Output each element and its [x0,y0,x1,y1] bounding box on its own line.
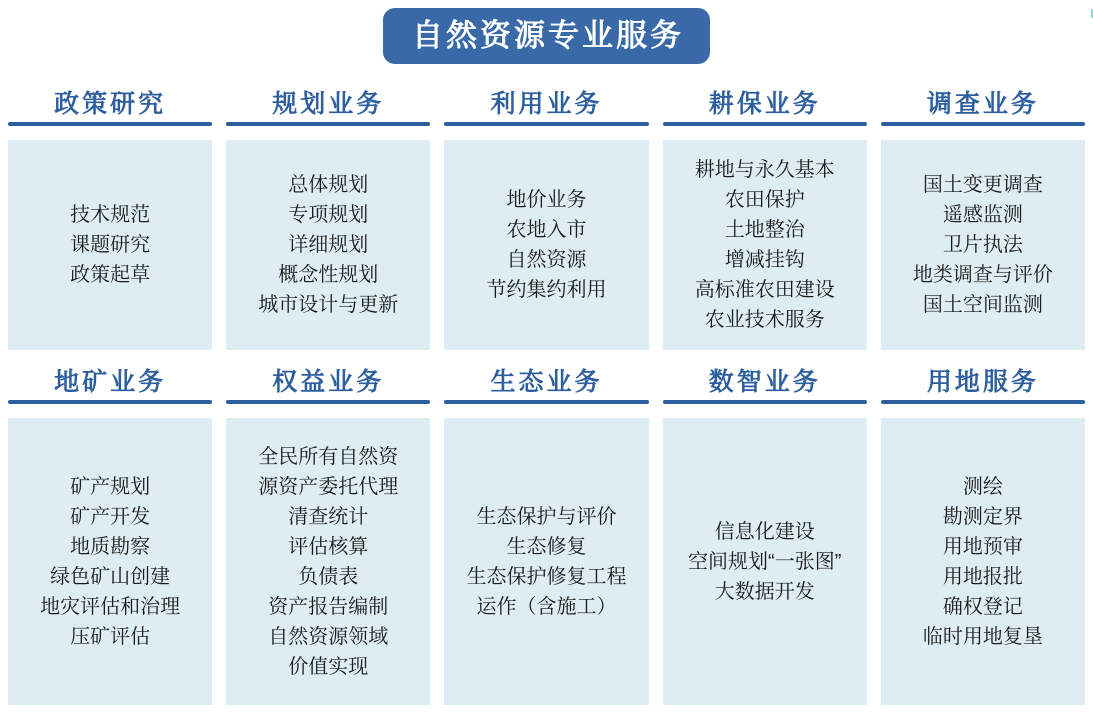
service-item: 空间规划“一张图” [688,550,842,573]
category-row-2 [0,364,1093,705]
service-item: 城市设计与更新 [258,294,399,316]
header-underline [444,400,648,404]
service-item: 清查统计 [288,505,369,528]
service-item: 农田保护 [724,189,805,211]
service-item: 信息化建设 [714,520,815,543]
service-item: 源资产委托代理 [258,475,399,498]
service-item: 压矿评估 [70,625,151,648]
service-item: 测绘 [962,475,1003,498]
service-item: 课题研究 [70,234,151,256]
service-item: 增减挂钩 [724,249,805,271]
service-item: 价值实现 [288,655,369,678]
category-column [881,86,1085,350]
category-column [663,364,867,705]
category-items-box [881,140,1085,350]
service-item: 大数据开发 [714,580,815,603]
header-underline [881,122,1085,126]
service-item: 矿产规划 [70,475,151,498]
service-item: 详细规划 [288,234,369,256]
category-column [881,364,1085,705]
header-underline [8,122,212,126]
service-item: 资产报告编制 [268,595,389,618]
category-column [444,86,648,350]
header-underline [226,122,430,126]
service-item: 概念性规划 [278,264,379,286]
category-header [881,86,1085,126]
category-title: 耕保业务 [708,90,821,118]
category-items-box [226,140,430,350]
category-header [663,86,867,126]
category-title: 利用业务 [490,90,603,118]
service-item: 自然资源领域 [268,625,389,648]
header-underline [226,400,430,404]
service-item: 土地整治 [724,219,805,241]
category-items-box [663,140,867,350]
category-title: 生态业务 [490,368,603,396]
service-item: 农地入市 [506,219,587,241]
category-column [226,364,430,705]
service-item: 节约集约利用 [486,279,607,301]
service-item: 运作（含施工） [476,595,617,618]
header-underline [881,400,1085,404]
category-title: 政策研究 [54,90,167,118]
service-item: 评估核算 [288,535,369,558]
category-title: 地矿业务 [54,368,167,396]
service-item: 政策起草 [70,264,151,286]
category-row-1 [0,86,1093,350]
category-header [226,364,430,404]
category-items-box [881,418,1085,705]
category-column [226,86,430,350]
category-header [663,364,867,404]
service-item: 遥感监测 [942,204,1023,226]
category-column [8,86,212,350]
service-item: 全民所有自然资 [258,445,399,468]
category-title: 用地服务 [926,368,1039,396]
category-header [444,364,648,404]
service-item: 确权登记 [942,595,1023,618]
service-item: 地价业务 [506,189,587,211]
category-items-box [444,418,648,705]
category-header [226,86,430,126]
service-item: 技术规范 [70,204,151,226]
category-column [8,364,212,705]
category-items-box [226,418,430,705]
service-item: 国土变更调查 [922,174,1043,196]
service-item: 临时用地复垦 [922,625,1043,648]
service-item: 勘测定界 [942,505,1023,528]
category-header [881,364,1085,404]
category-column [444,364,648,705]
service-item: 自然资源 [506,249,587,271]
category-column [663,86,867,350]
category-items-box [444,140,648,350]
service-item: 生态保护修复工程 [466,565,627,588]
service-item: 高标准农田建设 [694,279,835,301]
service-item: 绿色矿山创建 [50,565,171,588]
category-title: 调查业务 [926,90,1039,118]
service-item: 国土空间监测 [922,294,1043,316]
service-item: 地类调查与评价 [912,264,1053,286]
category-items-box [8,418,212,705]
header-underline [8,400,212,404]
service-item: 矿产开发 [70,505,151,528]
category-title: 权益业务 [272,368,385,396]
service-item: 专项规划 [288,204,369,226]
service-item: 总体规划 [288,174,369,196]
service-item: 负债表 [298,565,359,588]
category-title: 数智业务 [708,368,821,396]
category-title: 规划业务 [272,90,385,118]
header-underline [663,122,867,126]
category-header [444,86,648,126]
category-header [8,364,212,404]
service-item: 卫片执法 [942,234,1023,256]
service-item: 生态保护与评价 [476,505,617,528]
service-item: 用地报批 [942,565,1023,588]
category-header [8,86,212,126]
category-items-box [663,418,867,705]
service-item: 地灾评估和治理 [40,595,181,618]
header-underline [663,400,867,404]
page-title: 自然资源专业服务 [383,8,710,64]
category-items-box [8,140,212,350]
service-item: 生态修复 [506,535,587,558]
service-item: 农业技术服务 [704,309,825,331]
header-underline [444,122,648,126]
service-item: 用地预审 [942,535,1023,558]
service-item: 耕地与永久基本 [694,159,835,181]
service-item: 地质勘察 [70,535,151,558]
